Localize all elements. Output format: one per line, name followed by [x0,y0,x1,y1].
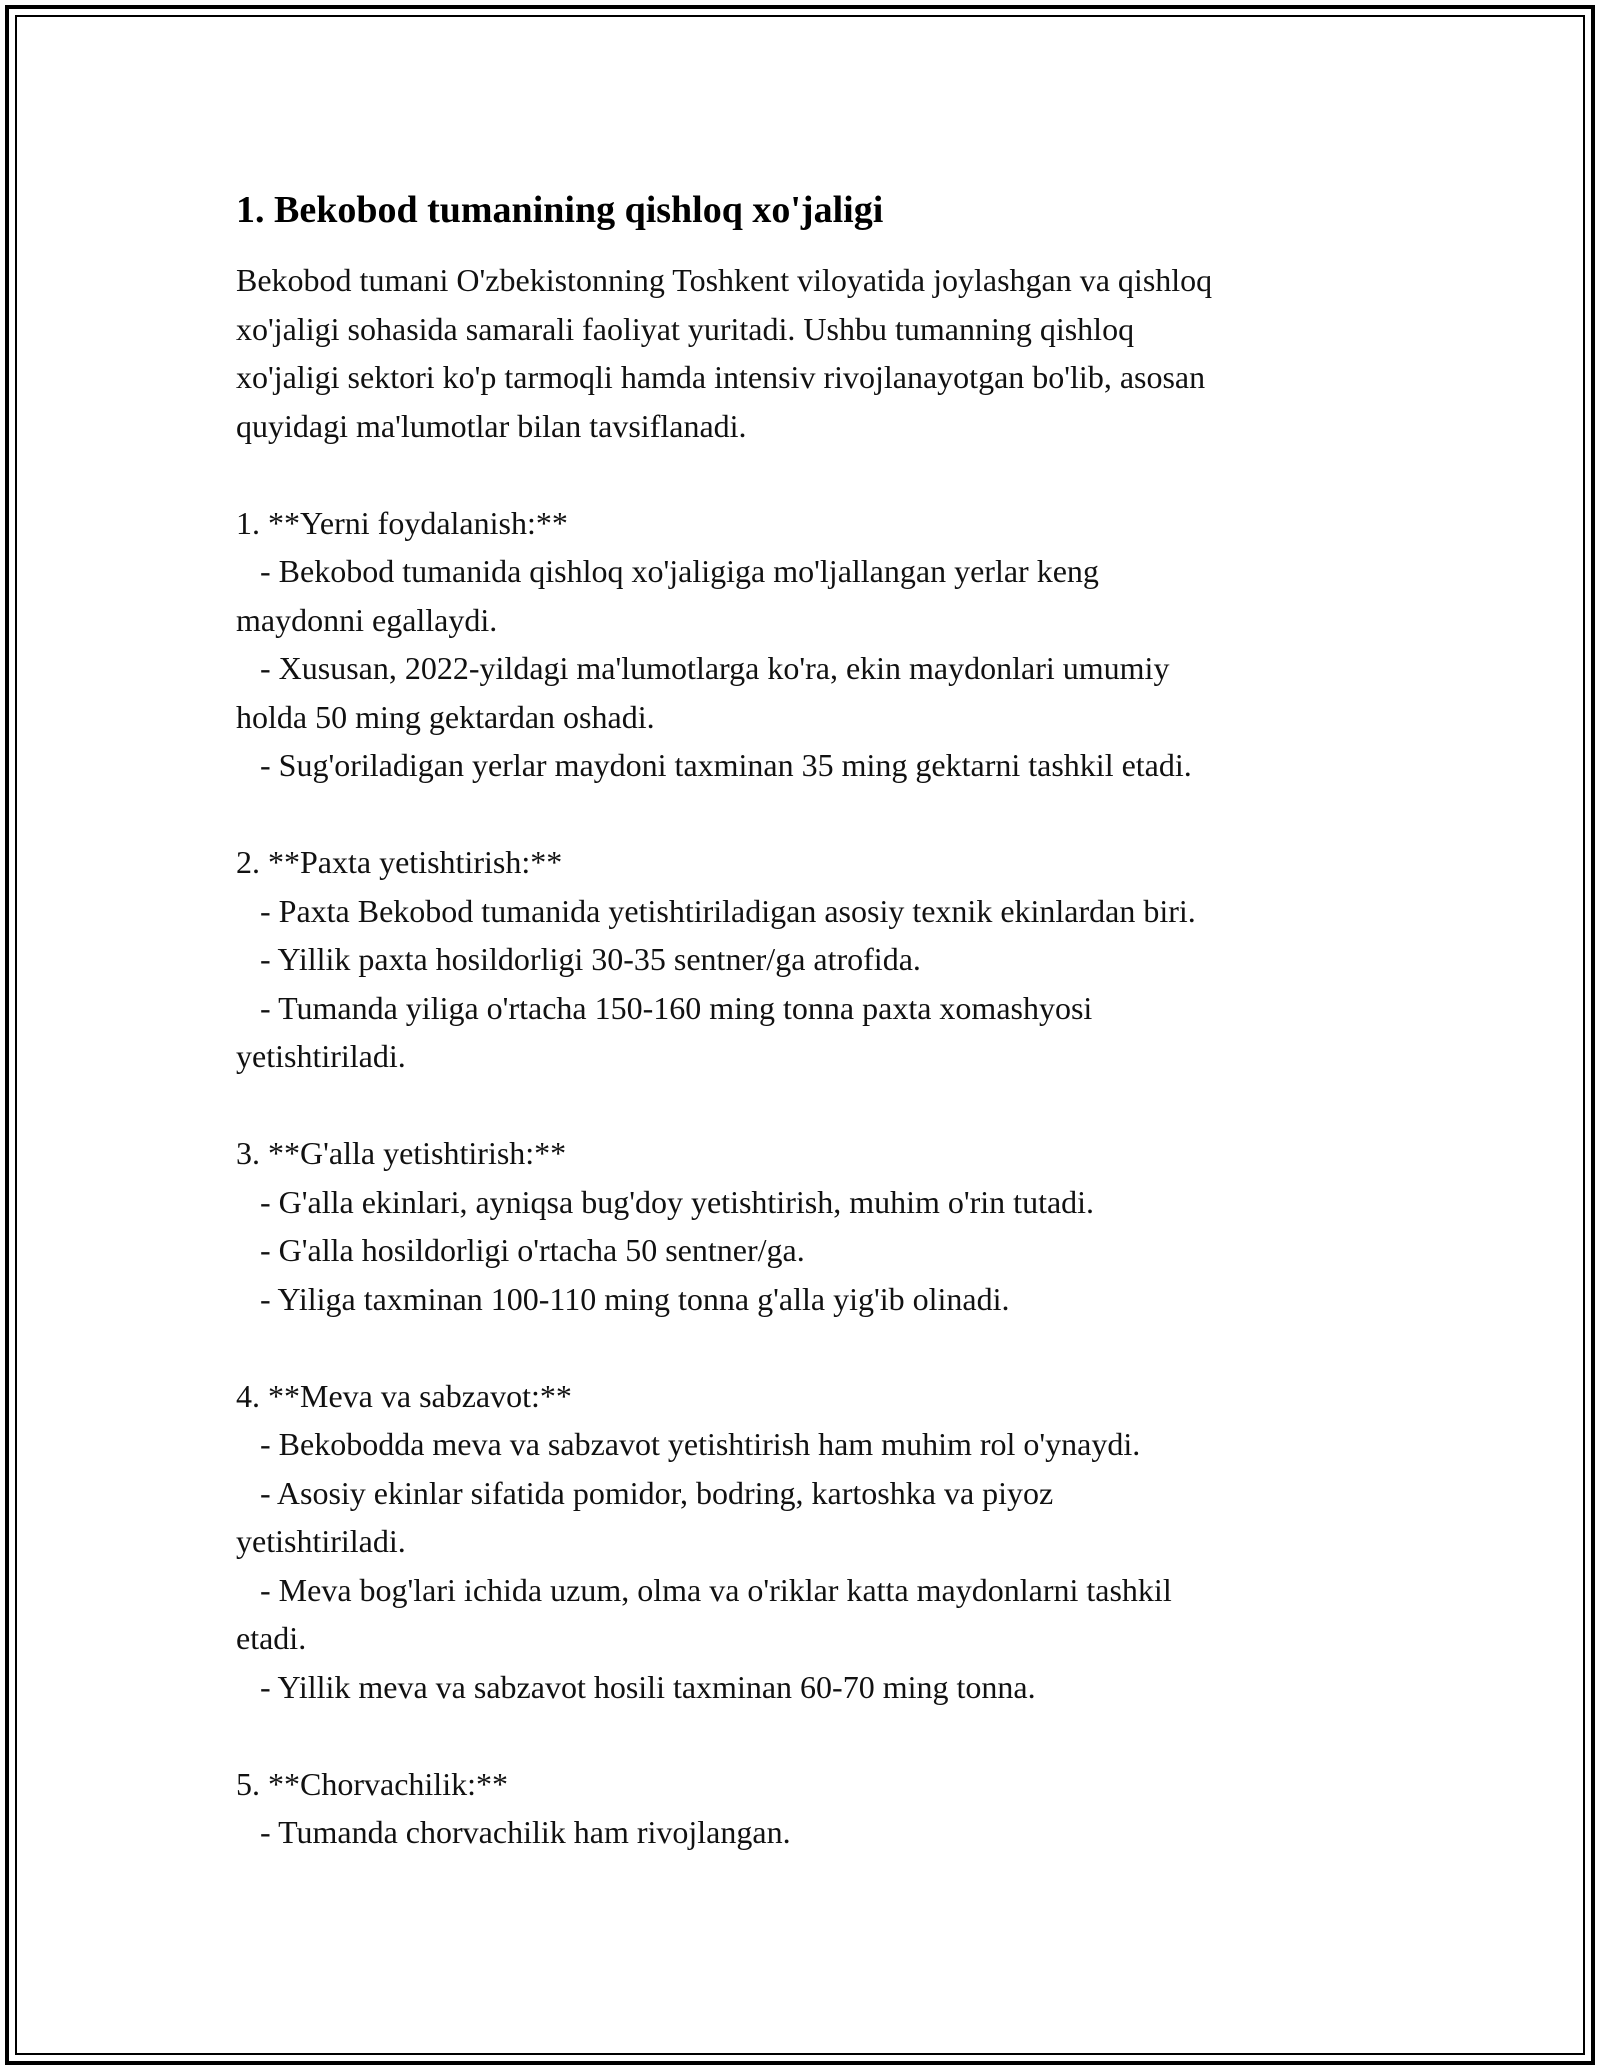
list-line: - Yillik paxta hosildorligi 30-35 sentner/ga atrofida. [236,941,921,977]
list-line: - Asosiy ekinlar sifatida pomidor, bodring, kartoshka va piyoz [236,1474,1054,1511]
document-body [236,184,1386,1857]
list-line: - Paxta Bekobod tumanida yetishtiriladigan asosiy texnik ekinlardan biri. [236,892,1196,929]
list-line: - G'alla hosildorligi o'rtacha 50 sentner/ga. [236,1232,805,1268]
list-line: - Yillik meva va sabzavot hosili taxminan 60-70 ming tonna. [236,1668,1036,1705]
intro-line: quyidagi ma'lumotlar bilan tavsiflanadi. [236,407,747,444]
intro-line: xo'jaligi sohasida samarali faoliyat yuritadi. Ushbu tumanning qishloq [236,310,1135,347]
section-heading: 4. **Meva va sabzavot:** [236,1377,572,1414]
section-heading: 1. **Yerni foydalanish:** [236,504,568,541]
intro-line: Bekobod tumani O'zbekistonning Toshkent viloyatida joylashgan va qishloq [236,262,1213,298]
intro-line: xo'jaligi sektori ko'p tarmoqli hamda intensiv rivojlanayotgan bo'lib, asosan [236,359,1206,395]
list-line: - Xususan, 2022-yildagi ma'lumotlarga ko'ra, ekin maydonlari umumiy [236,650,1170,686]
section-grain [236,1129,1386,1323]
section-cotton [236,838,1386,1081]
section-land-use [236,499,1386,790]
section-livestock [236,1760,1386,1857]
section-heading: 5. **Chorvachilik:** [236,1765,508,1802]
list-line: yetishtiriladi. [236,1523,406,1559]
list-line: - Tumanda chorvachilik ham rivojlangan. [236,1814,791,1850]
list-line: - Sug'oriladigan yerlar maydoni taxminan 35 ming gektarni tashkil etadi. [236,747,1192,783]
section-fruit-vegetables [236,1372,1386,1712]
section-heading: 3. **G'alla yetishtirish:** [236,1135,567,1171]
list-line: - Meva bog'lari ichida uzum, olma va o'riklar katta maydonlarni tashkil [236,1571,1172,1608]
list-line: maydonni egallaydi. [236,601,498,638]
section-heading: 2. **Paxta yetishtirish:** [236,844,563,880]
list-line: holda 50 ming gektardan oshadi. [236,698,655,735]
list-line: - Yiliga taxminan 100-110 ming tonna g'alla yig'ib olinadi. [236,1280,1010,1317]
list-line: - G'alla ekinlari, ayniqsa bug'doy yetishtirish, muhim o'rin tutadi. [236,1183,1095,1220]
list-line: - Bekobodda meva va sabzavot yetishtirish ham muhim rol o'ynaydi. [236,1426,1141,1462]
intro-paragraph [236,256,1386,450]
list-line: - Bekobod tumanida qishloq xo'jaligiga mo'ljallangan yerlar keng [236,553,1099,589]
list-line: yetishtiriladi. [236,1038,406,1074]
list-line: etadi. [236,1620,307,1656]
document-title: 1. Bekobod tumanining qishloq xo'jaligi [236,189,884,231]
list-line: - Tumanda yiliga o'rtacha 150-160 ming tonna paxta xomashyosi [236,989,1093,1026]
